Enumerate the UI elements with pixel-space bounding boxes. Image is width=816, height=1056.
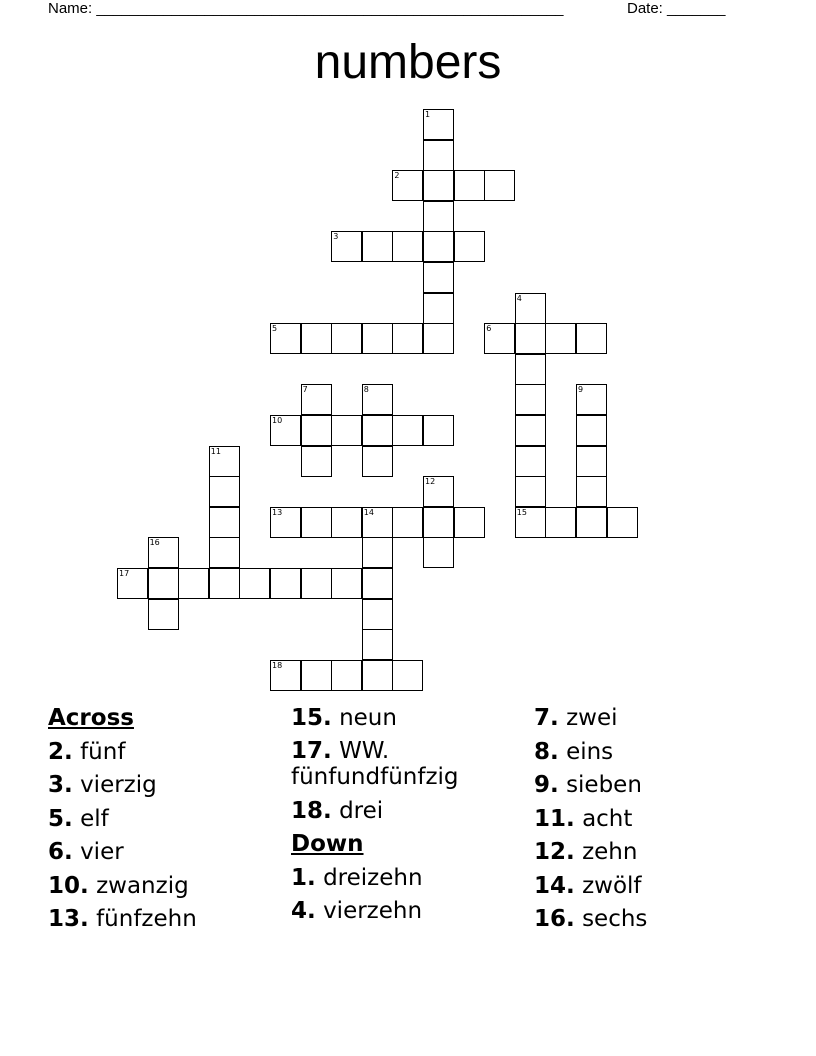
grid-cell[interactable] [392,170,423,201]
clue-number: 17 [119,569,130,578]
down-clue-16: 16. sechs [534,906,648,932]
grid-cell[interactable] [576,476,607,507]
grid-cell[interactable] [392,660,423,691]
across-clue-17: 17. WW. fünfundfünfzig [291,737,459,790]
grid-cell[interactable] [270,568,301,599]
grid-cell[interactable] [362,446,393,477]
name-field-label: Name: ________________________________________________________ [48,0,564,17]
across-heading: Across [48,705,134,731]
grid-cell[interactable] [209,476,240,507]
across-clue-18: 18. drei [291,797,384,824]
grid-cell[interactable] [423,415,454,446]
grid-cell[interactable] [148,599,179,630]
grid-cell[interactable] [331,323,362,354]
down-clue-8: 8. eins [534,738,614,765]
clue-number: 11 [210,446,221,456]
grid-cell[interactable] [331,231,362,262]
grid-cell[interactable] [576,446,607,477]
grid-cell[interactable] [148,537,179,568]
grid-cell[interactable] [423,170,454,201]
grid-cell[interactable] [423,109,454,140]
grid-cell[interactable] [423,323,454,354]
grid-cell[interactable] [545,507,576,538]
clue-number: 12 [425,477,436,487]
grid-cell[interactable] [423,231,454,262]
clue-column-2 [291,702,501,929]
grid-cell[interactable] [515,476,546,507]
grid-cell[interactable] [301,415,332,446]
grid-cell[interactable] [515,354,546,385]
clue-number: 14 [363,507,374,517]
clue-number: 13 [272,507,283,517]
grid-cell[interactable] [454,231,485,262]
grid-cell[interactable] [362,660,393,691]
down-clue-4: 4. vierzehn [291,898,423,924]
grid-cell[interactable] [454,170,485,201]
grid-cell[interactable] [515,507,546,538]
grid-cell[interactable] [301,323,332,354]
down-clue-12: 12. zehn [534,839,638,865]
clue-column-1 [48,702,197,937]
grid-cell[interactable] [515,446,546,477]
grid-cell[interactable] [392,323,423,354]
grid-cell[interactable] [270,507,301,538]
clue-number: 10 [272,416,283,425]
grid-cell[interactable] [423,201,454,232]
grid-cell[interactable] [331,660,362,691]
grid-cell[interactable] [148,568,179,599]
across-clue-2: 2. fünf [48,738,126,765]
grid-cell[interactable] [301,568,332,599]
page-title: numbers [314,36,502,89]
grid-cell[interactable] [362,323,393,354]
grid-cell[interactable] [392,415,423,446]
grid-cell[interactable] [301,446,332,477]
across-clue-13: 13. fünfzehn [48,906,197,932]
grid-cell[interactable] [209,537,240,568]
clue-number: 4 [516,293,522,303]
clue-number: 3 [333,232,339,242]
grid-cell[interactable] [484,323,515,354]
down-clue-9: 9. sieben [534,772,642,798]
clue-number: 5 [272,324,278,334]
across-clue-15: 15. neun [291,705,397,731]
grid-cell[interactable] [331,568,362,599]
grid-cell[interactable] [301,384,332,415]
across-clue-10: 10. zwanzig [48,872,189,899]
grid-cell[interactable] [545,323,576,354]
grid-cell[interactable] [423,293,454,324]
grid-cell[interactable] [362,384,393,415]
date-field-label: Date: _______ [627,0,726,17]
clue-number: 6 [486,324,492,334]
clue-number: 8 [363,385,369,395]
grid-cell[interactable] [362,568,393,599]
grid-cell[interactable] [423,476,454,507]
grid-cell[interactable] [362,507,393,538]
grid-cell[interactable] [362,415,393,446]
grid-cell[interactable] [331,415,362,446]
grid-cell[interactable] [362,231,393,262]
grid-cell[interactable] [515,293,546,324]
grid-cell[interactable] [576,507,607,538]
grid-cell[interactable] [607,507,638,538]
grid-cell[interactable] [423,537,454,568]
down-clue-1: 1. dreizehn [291,864,423,891]
grid-cell[interactable] [576,323,607,354]
grid-cell[interactable] [515,323,546,354]
grid-cell[interactable] [515,384,546,415]
grid-cell[interactable] [392,231,423,262]
grid-cell[interactable] [515,415,546,446]
clue-number: 9 [578,385,584,395]
grid-cell[interactable] [362,599,393,630]
clue-number: 1 [425,110,431,119]
clue-number: 2 [394,171,400,181]
down-clue-14: 14. zwölf [534,872,642,899]
grid-cell[interactable] [362,629,393,660]
grid-cell[interactable] [423,507,454,538]
down-heading: Down [291,831,364,857]
across-clue-6: 6. vier [48,839,124,865]
grid-cell[interactable] [270,323,301,354]
grid-cell[interactable] [576,384,607,415]
grid-cell[interactable] [117,568,148,599]
grid-cell[interactable] [576,415,607,446]
grid-cell[interactable] [423,140,454,171]
grid-cell[interactable] [392,507,423,538]
clue-number: 7 [302,385,308,395]
clue-column-3 [534,702,647,937]
grid-cell[interactable] [209,446,240,477]
grid-cell[interactable] [484,170,515,201]
grid-cell[interactable] [209,568,240,599]
grid-cell[interactable] [270,415,301,446]
clue-number: 18 [272,660,283,670]
grid-cell[interactable] [239,568,270,599]
grid-cell[interactable] [270,660,301,691]
down-clue-7: 7. zwei [534,705,618,731]
grid-cell[interactable] [362,537,393,568]
grid-cell[interactable] [301,660,332,691]
grid-cell[interactable] [331,507,362,538]
grid-cell[interactable] [454,507,485,538]
grid-cell[interactable] [423,262,454,293]
clue-number: 16 [149,538,160,548]
across-clue-5: 5. elf [48,805,109,832]
clue-number: 15 [516,507,527,517]
grid-cell[interactable] [209,507,240,538]
grid-cell[interactable] [178,568,209,599]
across-clue-3: 3. vierzig [48,772,157,798]
grid-cell[interactable] [301,507,332,538]
down-clue-11: 11. acht [534,805,633,832]
